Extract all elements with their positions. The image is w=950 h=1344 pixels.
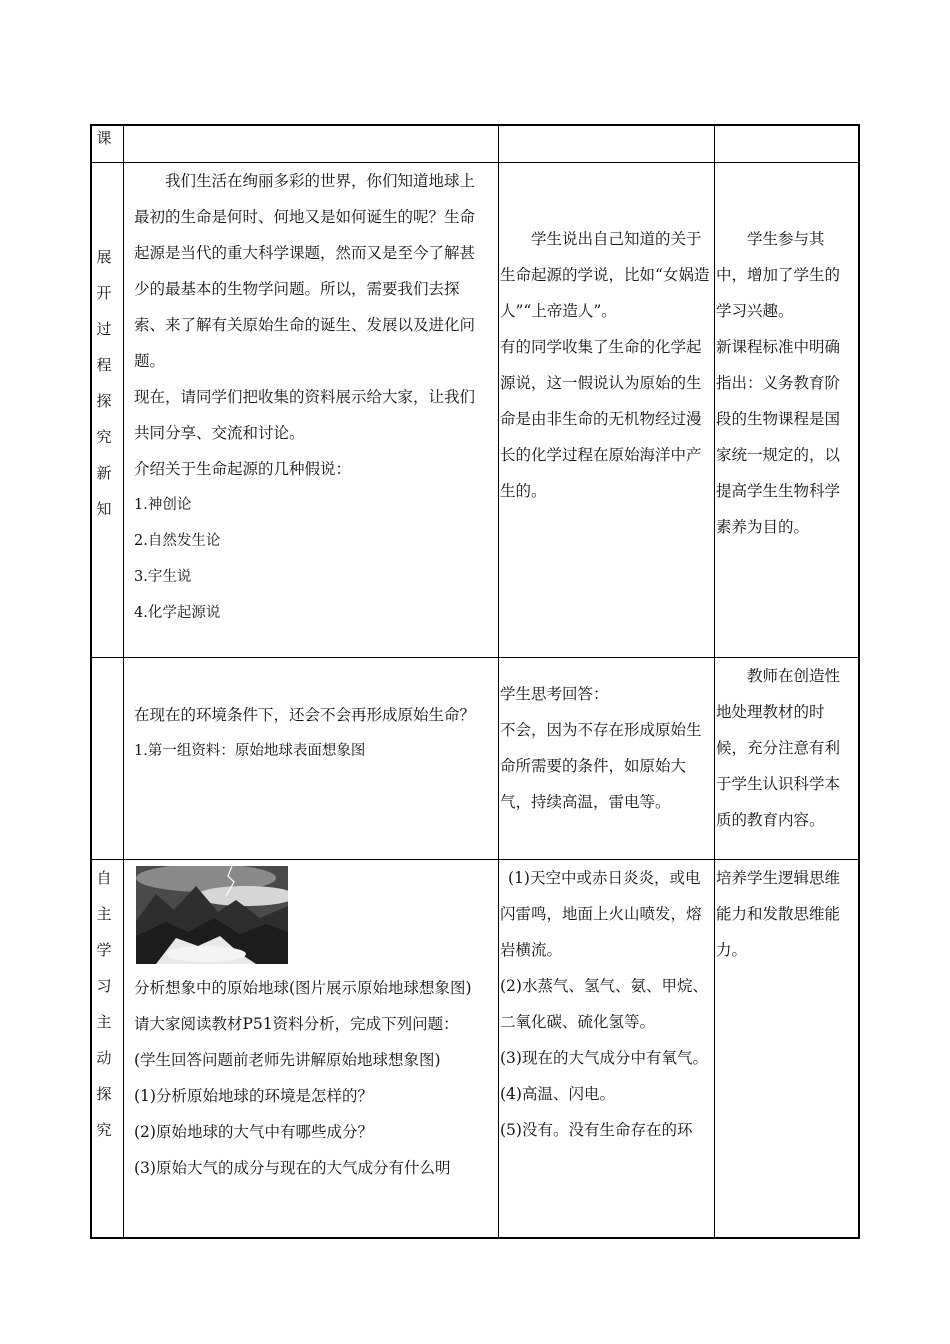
row-label: 课	[96, 129, 112, 147]
teacher-paragraph: 我们生活在绚丽多彩的世界，你们知道地球上最初的生命是何时、何地又是如何诞生的呢？生命起源是当代的重大科学课题，然而又是至今了解甚少的最基本的生物学问题。所以，需要我们去探索、来了解有关原始生命的诞生、发展以及进化问题。	[134, 172, 476, 370]
teacher-paragraph: 现在，请同学们把收集的资料展示给大家，让我们共同分享、交流和讨论。	[134, 388, 476, 442]
teacher-paragraph: 介绍关于生命起源的几种假说：	[134, 460, 352, 478]
student-activity-cell	[499, 163, 714, 657]
table-row	[90, 163, 860, 657]
student-activity-cell	[499, 658, 714, 859]
lesson-plan-table	[90, 124, 860, 1239]
list-item: 2.自然发生论	[134, 533, 221, 549]
teacher-activity-cell	[124, 860, 498, 1237]
table-row	[90, 860, 860, 1237]
design-intent-cell	[715, 163, 858, 657]
student-paragraph: 学生说出自己知道的关于生命起源的学说，比如“女娲造人”“上帝造人”。	[500, 230, 710, 320]
table-border-bottom	[90, 1237, 860, 1239]
student-paragraph: 学生思考回答：	[500, 685, 609, 703]
student-paragraph: 有的同学收集了生命的化学起源说，这一假说认为原始的生命是由非生命的无机物经过漫长的化学过程在原始海洋中产生的。	[500, 338, 702, 500]
intent-paragraph: 学生参与其中，增加了学生的学习兴趣。	[716, 230, 841, 320]
student-paragraph: 不会，因为不存在形成原始生命所需要的条件，如原始大气，持续高温，雷电等。	[500, 721, 702, 811]
answer-item: (2)水蒸气、氢气、氨、甲烷、二氧化碳、硫化氢等。	[500, 977, 708, 1031]
primitive-earth-image	[136, 866, 288, 964]
teacher-paragraph: 在现在的环境条件下，还会不会再形成原始生命？	[134, 706, 476, 724]
question-item: (3)原始大气的成分与现在的大气成分有什么明	[134, 1159, 451, 1177]
design-intent-cell	[715, 860, 858, 1237]
volcano-landscape-icon	[136, 866, 288, 964]
answer-item: (3)现在的大气成分中有氧气。	[500, 1049, 708, 1067]
list-item: 1.第一组资料：原始地球表面想象图	[134, 743, 366, 759]
teacher-paragraph: (学生回答问题前老师先讲解原始地球想象图)	[134, 1051, 441, 1069]
table-row	[90, 124, 860, 162]
student-activity-cell	[499, 860, 714, 1237]
list-item: 3.宇生说	[134, 569, 192, 585]
table-row	[90, 658, 860, 859]
intent-paragraph: 教师在创造性地处理教材的时候，充分注意有利于学生认识科学本质的教育内容。	[716, 667, 841, 829]
list-item: 1.神创论	[134, 497, 192, 513]
intent-paragraph: 新课程标准中明确指出：义务教育阶段的生物课程是国家统一规定的，以提高学生生物科学素养为目的。	[716, 338, 841, 536]
question-item: (1)分析原始地球的环境是怎样的？	[134, 1087, 373, 1105]
teacher-paragraph: 分析想象中的原始地球(图片展示原始地球想象图)	[134, 979, 472, 997]
row-label-vertical: 自 主 学 习 主 动 探 究	[96, 869, 112, 1139]
list-item: 4.化学起源说	[134, 605, 221, 621]
row-label-vertical: 展 开 过 程 探 究 新 知	[96, 248, 112, 518]
teacher-activity-cell	[124, 658, 498, 859]
answer-item: (5)没有。没有生命存在的环	[500, 1121, 693, 1139]
design-intent-cell	[715, 658, 858, 859]
answer-item: (4)高温、闪电。	[500, 1085, 615, 1103]
intent-paragraph: 培养学生逻辑思维能力和发散思维能力。	[716, 869, 841, 959]
teacher-paragraph: 请大家阅读教材P51资料分析，完成下列问题：	[134, 1015, 459, 1033]
teacher-activity-cell	[124, 163, 498, 657]
answer-item: (1)天空中或赤日炎炎，或电闪雷鸣，地面上火山喷发，熔岩横流。	[500, 869, 702, 959]
question-item: (2)原始地球的大气中有哪些成分？	[134, 1123, 373, 1141]
